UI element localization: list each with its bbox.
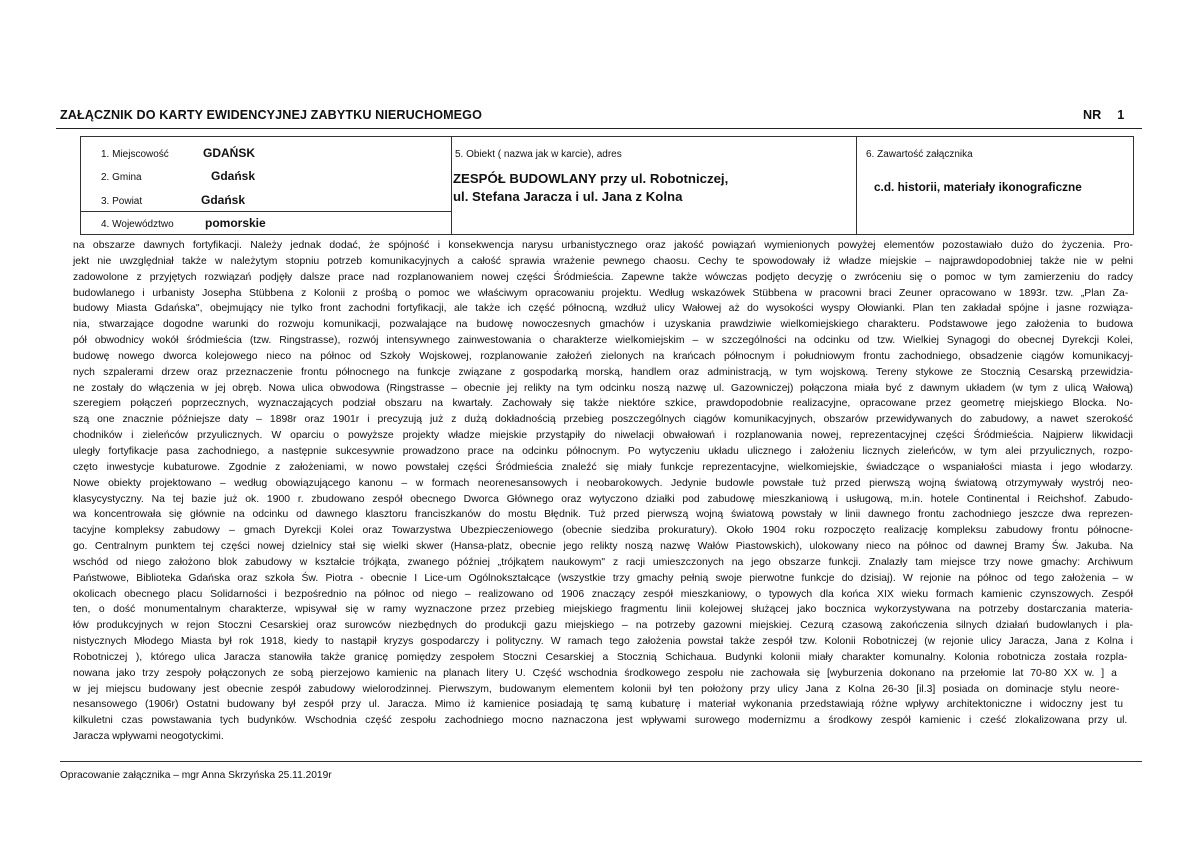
text-line: uległy fortyfikacje pasa zachodniego, a następnie sukcesywnie prowadzono prace na odcinku północnym. Po wytyczeniu układu ulicznego i założeniu licznych zieleńców, w tym alei przyulicznych, rozpo- (73, 445, 1133, 457)
text-line: wschód od niego założono blok zabudowy w kształcie trójkąta, zwanego później „trójkątem naukowym" z racji umieszczonych na jego obszarze funkcji. Znalazły tam miejsce trzy nowe gmachy: Archiwum (73, 556, 1133, 568)
footer-divider (60, 761, 1142, 762)
text-line: szeregiem połączeń poprzecznych, wyznaczających podział obszaru na kwartały. Zachowały się także niektóre szkice, prawdopodobnie realizacyjne, opracowane przez geometrę miejskiego Blocka. No- (73, 398, 1133, 410)
object-name-line2: ul. Stefana Jaracza i ul. Jana z Kolna (453, 189, 683, 204)
grid-row-divider (81, 211, 451, 212)
powiat-value: Gdańsk (201, 193, 246, 207)
object-name-line1: ZESPÓŁ BUDOWLANY przy ul. Robotniczej, (453, 171, 729, 186)
grid-divider (451, 137, 452, 234)
text-line: okolicach obecnego placu Solidarności i bezpośrednio na północ od niego – realizowano od 1906 znaczący zespół mieszkaniowy, o typowych dla końca XIX wieku formach kamienic czynszowych. Zespół (73, 588, 1133, 600)
text-line: budowlanego i urbanisty Josepha Stübbena z Kolonii z prośbą o pomoc we właściwym opracowaniu projektu. Według wskazówek Stübbena w pracowni braci Zeuner opracowano w 1893r. tzw. „Plan Za- (73, 287, 1129, 299)
text-line: Jaracza wpływami neogotyckimi. (73, 731, 224, 743)
text-line: budowę nowego dworca kolejowego nieco na północ od Szkoły Wojskowej, rozplanowanie założeń zielonych na krańcach północnym i południowym frontu zachodniego, obsadzenie ciągów komunikacyj- (73, 350, 1133, 362)
miejscowosc-label: 1. Miejscowość (101, 149, 169, 160)
object-name (453, 170, 728, 206)
text-line: jekt nie uwzględniał także w należytym stopniu potrzeb komunikacyjnych a całość sprawia wrażenie pewnego chaosu. Cechy te spowodowały iż władze miejskie – najprawdopodobniej także nie w pełni (73, 255, 1133, 267)
header-divider (56, 128, 1142, 129)
document-number (1083, 108, 1124, 122)
powiat-label: 3. Powiat (101, 196, 143, 207)
text-line: Robotniczej ), którego ulica Jaracza stanowiła także granicę pomiędzy zespołem Stoczni Cesarskiej a Stocznią Schichaua. Budynki kolonii miały charakter komunalny. Kolonia robotnicza została rozpla- (73, 651, 1128, 663)
text-line: chodników i zieleńców przyulicznych. W oparciu o powyższe projekty władze miejskie przystąpiły do niwelacji obwałowań i rozplanowania nowej, reprezentacyjnej części Śródmieścia. Najpierw likwidacji (73, 430, 1133, 442)
text-line: kilkuletni czas powstawania tych budynków. Wschodnia część zespołu zachodniego mocno naznaczona jest wpływami surowego modernizmu a środkowy zespół kamienic i cześć zlokalizowana przy ul. (73, 715, 1128, 727)
text-line: ten, o dość monumentalnym charakterze, wpisywał się w ramy wyznaczone przez przebieg miejskiego fragmentu linii kolejowej służącej jako bocznica wykorzystywana na potrzeby dostarczania materia- (73, 604, 1133, 616)
text-line: go. Centralnym punktem tej części nowej dzielnicy stał się wielki skwer (Hansa-platz, obecnie jego relikty noszą nazwę Wałów Piastowskich), ulokowany nieco na północ od dawnej Bramy Św. Jakuba. Na (73, 541, 1133, 553)
document-title: ZAŁĄCZNIK DO KARTY EWIDENCYJNEJ ZABYTKU NIERUCHOMEGO (60, 108, 482, 122)
number-label: NR (1083, 108, 1102, 122)
text-line: częto inwestycje kubaturowe. Zgodnie z założeniami, w nowo powstałej części Śródmieścia znaleźć się miały funkcje reprezentacyjne, wielkomiejskie, świadczące o wspaniałości miasta i jego włodarzy. (73, 461, 1133, 473)
text-line: na obszarze dawnych fortyfikacji. Należy jednak dodać, że spójność i konsekwencja narysu urbanistycznego oraz jakość powiązań wymienionych powyżej elementów pozostawiało dużo do życzenia. Pro- (73, 240, 1133, 251)
text-line: pół obwodnicy wokół śródmieścia (tzw. Ringstrasse), rozwój intensywnego zainwestowania o charakterze wielkomiejskim – w szczególności na odcinku od tzw. Wielkiej Synagogi do obecnej Dyrekcji Kolei, (73, 335, 1133, 347)
text-line: zadowolone z przyjętych rozwiązań podjęły dalsze prace nad rozplanowaniem nowej części Śródmieścia. Zapewne także wówczas podjęto decyzję o zwróceniu się o pomoc w tym zamierzeniu do radcy (73, 271, 1133, 283)
grid-divider (856, 137, 857, 234)
text-line: nia, stwarzające dogodne warunki do rozwoju komunikacji, pozwalające na budowę nowoczesnych gmachów i uzyskania prawdziwie wielkomiejskiego charakteru. Podstawowe jego założenia to budowa (73, 319, 1133, 331)
text-line: Państwowe, Biblioteka Gdańska oraz szkoła Św. Piotra - obecnie I Lice-um Ogólnokształcące (wszystkie trzy gmachy pełnią swoje pierwotne funkcje do dzisiaj). W rejonie na północ od tego założenia – w (73, 572, 1133, 584)
info-grid (80, 136, 1134, 235)
attachment-content: c.d. historii, materiały ikonograficzne (874, 180, 1082, 194)
text-line: tacyjne kompleksy zabudowy – gmach Dyrekcji Kolei oraz Towarzystwa Ubezpieczeniowego (obecnie siedziba prokuratury). Około 1904 roku rozpoczęto realizację kompleksu zabudowy frontu północne- (73, 525, 1133, 537)
attachment-label: 6. Zawartość załącznika (866, 149, 973, 160)
text-line: wa koncentrowała się głównie na odcinku od dawnego klasztoru franciszkanów do mostu Błędnik. Tuż przed pierwszą wojną światową powstały w linii dawnego frontu zachodniego jeszcze dwa reprezen- (73, 509, 1133, 521)
wojewodztwo-label: 4. Województwo (101, 219, 174, 230)
text-line: nistycznych Młodego Miasta był rok 1918, kiedy to nastąpił kryzys gospodarczy i polityczny. W ramach tego założenia powstał także zespół tzw. Kolonii Robotniczej (w rejonie ulicy Jaracza, Jana z Kolna i (73, 636, 1133, 648)
miejscowosc-value: GDAŃSK (203, 146, 256, 160)
text-line: ne zostały do włączenia w jej obręb. Nowa ulica obwodowa (Ringstrasse – obecnie jej relikty na tym odcinku noszą nazwę ul. Gazowniczej) połączona miała być z dawnym układem (w tym z ulicą Wałową) (73, 382, 1133, 394)
gmina-label: 2. Gmina (101, 172, 142, 183)
text-line: w jej miejscu budowany jest obecnie zespół zabudowy wielorodzinnej. Pierwszym, budowanym elementem kolonii był ten położony przy ulicy Jana z Kolna 26-30 [il.3] posiada on dominacje stylu neore- (73, 683, 1120, 695)
text-line: klasycystyczny. Na tej bazie już ok. 1900 r. zbudowano zespół obecnego Dworca Głównego oraz wytyczono działki pod zabudowę mieszkaniową i usługową, m.in. hotele Continental i Reichshof. Zabudo- (73, 493, 1133, 505)
text-line: Nowe obiekty projektowano – według obowiązującego kanonu – w formach neorenesansowych i neobarokowych. Jedynie budowle powstałe tuż przed pierwszą wojną światową otrzymywały wystrój neo- (73, 477, 1133, 489)
text-line: nesansowego (1906r) Ostatni budowany był zespół przy ul. Jaracza. Mimo iż kamienice posiadają tę samą kubaturę i materiał wykonania przedstawiają różne wpływy architektoniczne i widoczny jest tu (73, 699, 1124, 711)
object-label: 5. Obiekt ( nazwa jak w karcie), adres (455, 149, 622, 160)
history-text (73, 238, 1133, 745)
text-line: szą one znacznie późniejsze daty – 1898r oraz 1901r i precyzują już z dużą dokładnością przebieg poszczególnych ciągów komunikacyjnych, obszarów przewidywanych do zabudowy, a nawet szerokość (73, 414, 1133, 426)
text-line: budowy Miasta Gdańska", obejmujący nie tylko front zachodni fortyfikacji, ale także ich część północną, wzdłuż ulicy Wałowej aż do wysokości wyspy Ołowianki. Plan ten zakładał spójne i jasne rozwiąza- (73, 303, 1133, 315)
text-line: łów produkcyjnych w rejon Stoczni Cesarskiej oraz surowców niezbędnych do produkcji gazu miejskiego – na potrzeby gazowni miejskiej. Cezurą czasową zakończenia silnych działań budowlanych i pla- (73, 620, 1133, 632)
text-line: nych szpalerami drzew oraz przeznaczenie frontu północnego na funkcje związane z gospodarką morską, handlem oraz administracją, w tym wojskową. Tereny stykowe ze Stocznią Cesarską przewidzia- (73, 366, 1133, 378)
wojewodztwo-value: pomorskie (205, 216, 266, 230)
gmina-value: Gdańsk (211, 169, 256, 183)
text-line: nowana jako trzy zespoły połączonych ze sobą pierzejowo kamienic na planach litery U. Część wschodnia środkowego zespołu nie zachowała się [wyburzenia dokonano na przełomie lat 70-80 XX w. ] a (73, 667, 1117, 679)
footer-author: Opracowanie załącznika – mgr Anna Skrzyńska 25.11.2019r (60, 770, 332, 781)
number-value: 1 (1117, 108, 1125, 122)
